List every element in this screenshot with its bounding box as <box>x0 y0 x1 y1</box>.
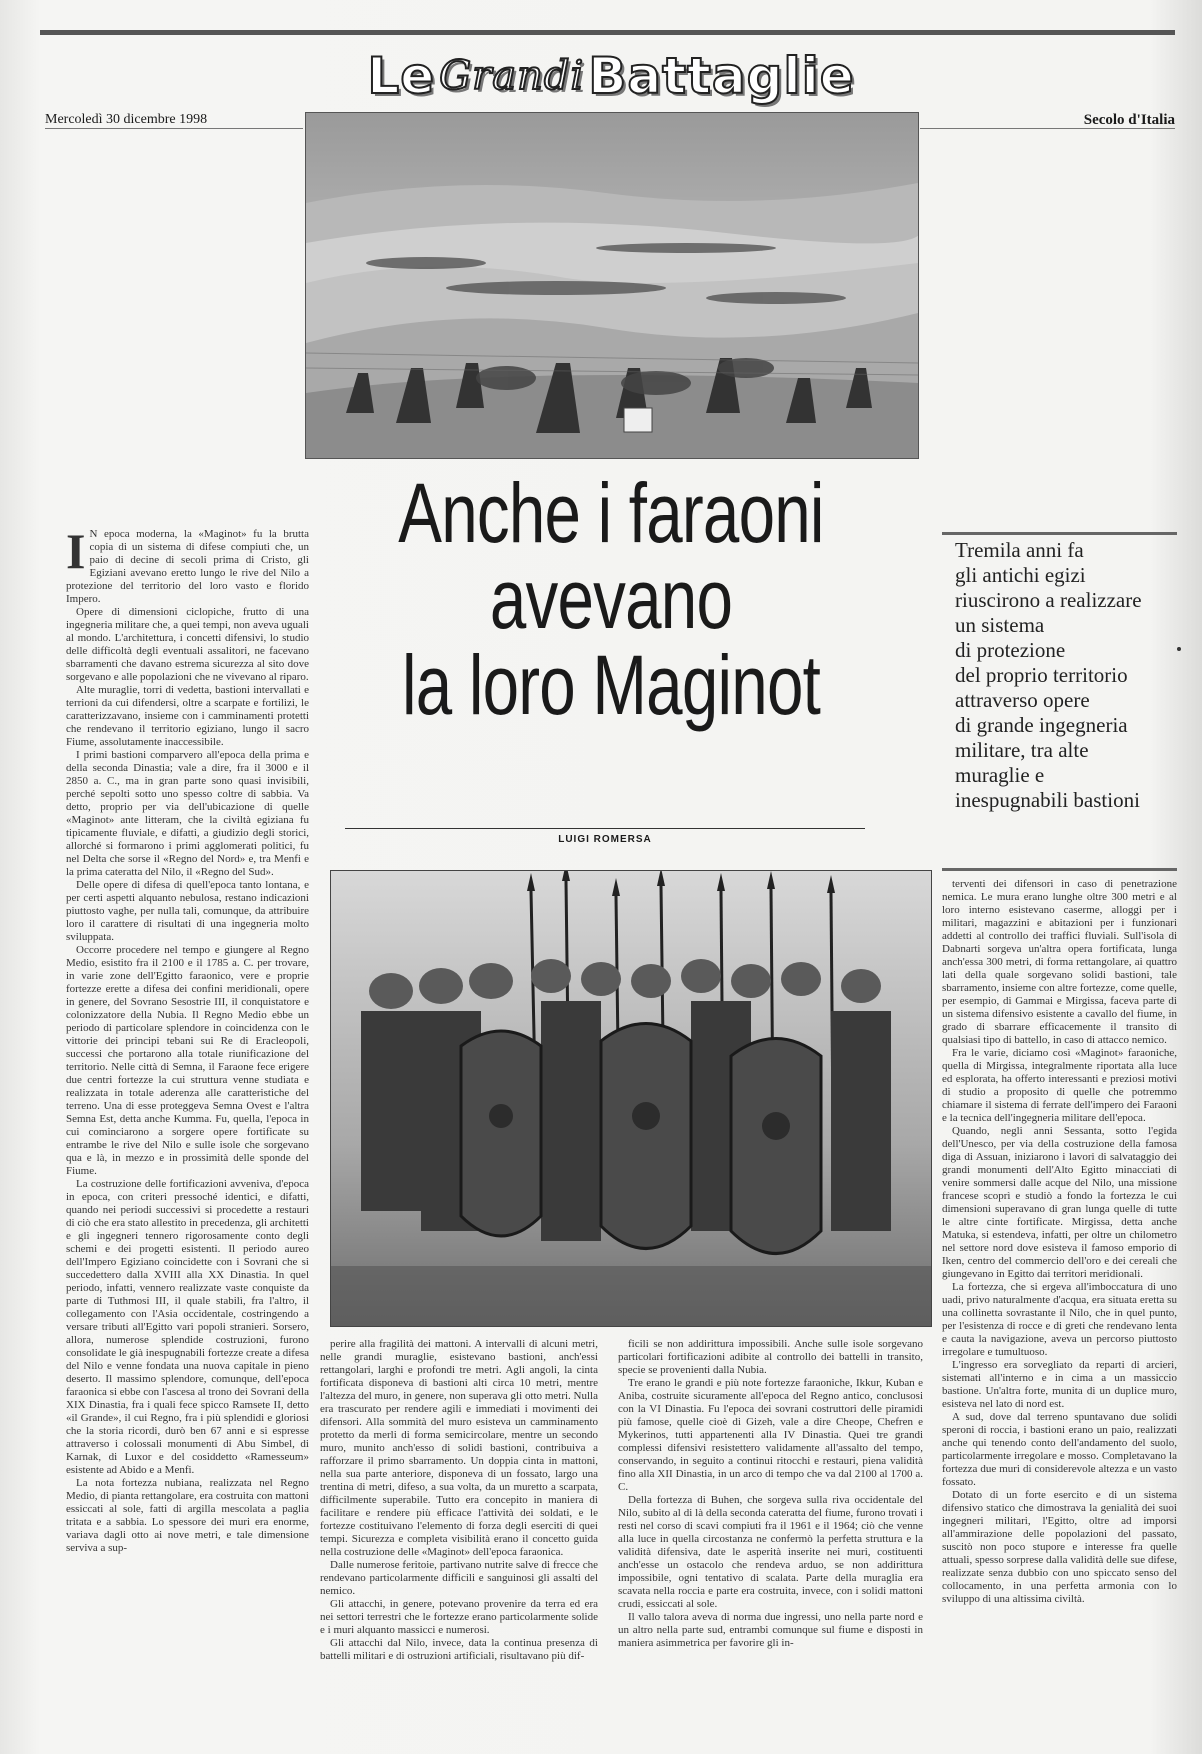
summary-rule-top <box>942 532 1177 535</box>
byline: LUIGI ROMERSA <box>558 834 652 845</box>
article-paragraph: Della fortezza di Buhen, che sorgeva sulla riva occidentale del Nilo, subito al di là della seconda cateratta del fiume, furono trovati i resti nel corso di scavi compiuti fra il 1961 e il 1964; ciò che venne alla luce in quella circostanza ne confermò la perfetta struttura e la validità difensiva, date le asperità inserite nei muri, costituenti anch'esse un ostacolo che rendeva arduo, se non addirittura impossibile, ogni tentativo di scalata. Parte della muraglia era scavata nella roccia e parte era costruita, invece, con i solidi mattoni crudi, essiccati al sole. <box>618 1494 923 1610</box>
summary-line: Tremila anni fa <box>955 538 1084 562</box>
headline-line-1: Anche i faraoni <box>398 466 824 560</box>
article-paragraph: Fra le varie, diciamo così «Maginot» faraoniche, quella di Mirgissa, integralmente riportata alla luce ed esplorata, ha offerto interessanti e preziosi motivi di studio a proposito di quelle che potremmo chiamare il sistema di ferrate dell'impero dei Faraoni e la tecnica dell'ingegneria militare dell'epoca. <box>942 1047 1177 1124</box>
summary-block <box>955 538 1177 813</box>
article-paragraph: Il vallo talora aveva di norma due ingressi, uno nella parte nord e un altro nella parte sud, entrambi comunque sul fiume e disposti in maniera asimmetrica per favorire gli in- <box>618 1611 923 1649</box>
summary-line: del proprio territorio <box>955 663 1128 687</box>
header-rule-right <box>920 128 1175 129</box>
summary-line: un sistema <box>955 613 1045 637</box>
summary-line: militare, tra alte <box>955 738 1089 762</box>
publication-name: Secolo d'Italia <box>1083 112 1175 128</box>
masthead-grandi: Grandi <box>439 53 585 99</box>
egyptian-soldiers-photo <box>330 870 932 1327</box>
article-paragraph: Gli attacchi dal Nilo, invece, data la continua presenza di battelli militari e di ostruzioni artificiali, risultavano più dif- <box>320 1637 598 1662</box>
article-paragraph: ficili se non addirittura impossibili. Anche sulle isole sorgevano particolari fortificazioni adibite al controllo dei battelli in transito, specie se provenienti dalla Nubia. <box>618 1338 923 1376</box>
summary-line: attraverso opere <box>955 688 1090 712</box>
article-paragraph: Quando, negli anni Sessanta, sotto l'egida dell'Unesco, per via della costruzione della famosa diga di Assuan, iniziarono i lavori di salvataggio dei grandi monumenti dell'Alto Egitto minacciati di venire sommersi dalle acque del Nilo, una missione francese scoprì e studiò a fondo la fortezza le cui dimensioni superavano di gran lunga quelle di tutte le altre cinte fortificate. Mirgissa, detta anche Matuka, si estendeva, infatti, per oltre un chilometro nel settore nord dove esisteva il famoso emporio di Iken, centro del commercio dell'oro e dei cereali che giungevano in Egitto dai territori meridionali. <box>942 1125 1177 1280</box>
drop-cap: I <box>66 528 86 579</box>
bullet-dot <box>1177 647 1181 651</box>
article-paragraph: Gli attacchi, in genere, potevano provenire da terra ed era nei settori terrestri che le fortezze erano particolarmente solide e i muri alquanto massicci e numerosi. <box>320 1598 598 1636</box>
summary-line: inespugnabili bastioni <box>955 788 1140 812</box>
article-paragraph: I primi bastioni comparvero all'epoca della prima e della seconda Dinastia; vale a dire, fra il 3000 e il 2850 a. C., ma in gran parte sono quasi invisibili, perché sepolti sotto uno spesso coltre di sabbia. Va detto, proprio per via dell'ubicazione di quelle «Maginot» ante litteram, che la civiltà egiziana fu tipicamente fluviale, e difatti, a giudizio degli storici, allorché si formarono i primi agglomerati politici, fu nel Delta che sorse il «Regno del Nord» e, tra Menfi e la prima cateratta del Nilo, il «Regno del Sud». <box>66 749 309 878</box>
article-paragraph: A sud, dove dal terreno spuntavano due solidi speroni di roccia, i bastioni erano un paio, realizzati anche qui tenendo conto dell'andamento del suolo, particolarmente irregolare e mosso. Completavano la fortezza due muri di considerevole altezza e un vasto fossato. <box>942 1411 1177 1488</box>
article-paragraph: N epoca moderna, la «Maginot» fu la brutta copia di un sistema di difese compiuti che, un paio di decine di secoli prima di Cristo, gli Egiziani avevano eretto lungo le rive del Nilo a protezione del territorio del loro vasto e florido Impero. <box>66 528 309 605</box>
article-paragraph: Delle opere di difesa di quell'epoca tanto lontana, e per certi aspetti alquanto nebulosa, restano indicazioni piuttosto vaghe, per nulla tali, comunque, da attribuire loro il carattere di risultati di una ingegneria molto sviluppata. <box>66 879 309 943</box>
top-rule <box>40 30 1175 35</box>
headline-line-2: avevano <box>489 552 733 646</box>
header-rule-left <box>45 128 303 129</box>
article-paragraph: La costruzione delle fortificazioni avveniva, d'epoca in epoca, con criteri pressoché identici, e difatti, quando nei periodi successivi si procedette a restauri di ciò che era stato allestito in precedenza, gli architetti e gli ingegneri tennero rigorosamente conto degli schemi e dei progetti esistenti. Il periodo aureo dell'Impero Egiziano coincidette con i Sovrani che si succedettero dalla XVIII alla XX Dinastia. In quel periodo, infatti, vennero realizzate vaste conquiste da parte di Tuthmosi III, il quale stabilì, fra l'altro, il collegamento con l'Asia occidentale, costringendo a versare tributi all'Egitto vari popoli stranieri. Sorsero, allora, numerose splendide costruzioni, furono consolidate le già inespugnabili fortezze create a difesa del Nilo e venne fondata una nuova capitale in pieno deserto. Il massimo splendore, comunque, dell'epoca faraonica si ebbe con l'ascesa al trono dei Sovrani della XIX Dinastia, fra i quali fece spicco Ramsete II, detto «il Grande», il cui Regno, fra i più splendidi e gloriosi che la storia ricordi, durò ben 67 anni e si espresse attraverso i colossali monumenti di Abu Simbel, di Karnak, di Luxor e del cosiddetto «Ramesseum» esistente ad Abido e a Menfi. <box>66 1178 309 1476</box>
section-masthead <box>305 42 917 110</box>
masthead-battaglie: Battaglie <box>588 47 855 105</box>
article-column-1 <box>66 528 309 1743</box>
article-column-4 <box>942 878 1177 1743</box>
battle-illustration <box>305 112 919 459</box>
summary-rule-bottom <box>942 868 1177 871</box>
article-paragraph: Opere di dimensioni ciclopiche, frutto di una ingegneria militare che, a quei tempi, non aveva uguali al mondo. L'architettura, i concetti difensivi, lo studio delle difficoltà degli eventuali assalitori, ne facevano sbarramenti che davano estrema sicurezza al sito dove sorgevano e alle popolazioni che ne vivevano al riparo. <box>66 606 309 683</box>
summary-line: muraglie e <box>955 763 1045 787</box>
article-paragraph: perire alla fragilità dei mattoni. A intervalli di alcuni metri, nelle grandi muraglie, esistevano bastioni, anch'essi rettangolari, larghi e profondi tre metri. Agli angoli, la cinta fortificata disponeva di bastioni alti circa 10 metri, mentre l'altezza del muro, in genere, non superava gli otto metri. Nulla era trascurato per rendere agili e immediati i movimenti dei difensori. Alla sommità del muro esisteva un camminamento protetto da merli di forma semicircolare, mentre un secondo muro, munito anch'esso di solidi bastioni, contribuiva a rafforzare il primo sbarramento. Un doppia cinta in mattoni, nella sua parte anteriore, disponeva di un fossato, largo una trentina di metri, difeso, a sua volta, da un muretto a scarpata, difficilmente superabile. Tutto era concepito in maniera di facilitare e rendere più efficace l'attività dei soldati, e le fortezze costituivano l'elemento di forza degli eserciti di quei tempi. Sicurezza e completa visibilità erano il concetto guida nella costruzione delle «Maginot» dell'epoca faraonica. <box>320 1338 598 1558</box>
summary-line: gli antichi egizi <box>955 563 1086 587</box>
article-paragraph: La fortezza, che si ergeva all'imboccatura di uno uadi, privo naturalmente d'acqua, era situata eretta su una collinetta sovrastante il Nilo, che in quel punto, per l'esistenza di rocce e di greti che rendevano lenta e cauta la navigazione, aveva un percorso piuttosto irregolare e tumultuoso. <box>942 1281 1177 1358</box>
headline <box>372 466 849 732</box>
issue-date: Mercoledì 30 dicembre 1998 <box>45 112 208 127</box>
summary-line: di grande ingegneria <box>955 713 1128 737</box>
article-paragraph: La nota fortezza nubiana, realizzata nel Regno Medio, di pianta rettangolare, era costruita con mattoni essiccati al sole, fatti di argilla mescolata a paglia tritata e a sabbia. Lo spessore dei muri era enorme, variava dagli otto ai nove metri, e tale dimensione serviva a sup- <box>66 1477 309 1554</box>
article-column-3 <box>618 1338 923 1743</box>
summary-line: di protezione <box>955 638 1066 662</box>
headline-line-3: la loro Maginot <box>401 638 821 732</box>
article-paragraph: Dotato di un forte esercito e di un sistema difensivo statico che dimostrava la genialità dei suoi ingegneri militari, l'Egitto, oltre ad imporsi all'ammirazione delle popolazioni del passato, suscitò non poco stupore e interesse fra quelle attuali, spesso sorprese dalla validità delle sue difese, realizzate senza dubbio con uno spiccato senso del collocamento, in una perfetta armonia con lo sviluppo di una altissima civiltà. <box>942 1489 1177 1605</box>
article-paragraph: Dalle numerose feritoie, partivano nutrite salve di frecce che rendevano particolarmente difficili e sanguinosi gli assalti del nemico. <box>320 1559 598 1597</box>
article-column-2 <box>320 1338 598 1743</box>
byline-rule <box>345 828 865 829</box>
article-paragraph: terventi dei difensori in caso di penetrazione nemica. Le mura erano lunghe oltre 300 metri e al loro interno esistevano caserme, alloggi per i militari, magazzini e abitazioni per i funzionari addetti al controllo dei traffici fluviali. Sull'isola di Dabnarti sorgeva un'altra opera fortificata, lunga anch'essa 300 metri, di forma rettangolare, ai quattro lati della quale sorgevano solidi bastioni, tale sbarramento, insieme con altre fortezze, come quelle, per esempio, di Gammai e Mirgissa, faceva parte di un sistema difensivo esistente a cavallo del fiume, in grado di sbarrare efficacemente il transito di qualsiasi tipo di battello, in caso di attacco nemico. <box>942 878 1177 1046</box>
article-paragraph: Alte muraglie, torri di vedetta, bastioni intervallati e terrioni da cui difendersi, oltre a scarpate e fortilizi, le caratterizzavano, insieme con i camminamenti protetti che rendevano il territorio egiziano, lungo il sacro Fiume, assolutamente inaccessibile. <box>66 684 309 748</box>
article-paragraph: Occorre procedere nel tempo e giungere al Regno Medio, esistito fra il 2100 e il 1785 a. C. per trovare, in varie zone dell'Egitto faraonico, vere e proprie fortezze erette a difesa dei confini meridionali, opere in genere, del Sovrano Sesostrie III, il conquistatore e colonizzatore della Nubia. Il Regno Medio ebbe un periodo di particolare splendore in coincidenza con le vittorie dei principi tebani sui Re di Eracleopoli, successi che portarono alla totale riunificazione del territorio. Nelle città di Semna, il Faraone fece erigere due centri fortezze la cui struttura venne studiata e realizzata in totale aderenza alle caratteristiche del terreno. Una di esse proteggeva Semna Ovest e l'altra Semna Est, detta anche Kumma. Fu, quella, l'epoca in cui cominciarono a sorgere opere fortificate su entrambe le rive del Nilo e sulle isole che sorgevano qua e là, in mezzo e in prossimità delle sponde del Fiume. <box>66 944 309 1177</box>
article-paragraph: L'ingresso era sorvegliato da reparti di arcieri, sistemati all'interno e in cima a un massiccio bastione. Un'altra forte, munita di un duplice muro, esisteva nel lato di nord est. <box>942 1359 1177 1410</box>
masthead-le: Le <box>367 47 436 105</box>
article-paragraph: Tre erano le grandi e più note fortezze faraoniche, Ikkur, Kuban e Aniba, costruite sicuramente all'epoca del Regno antico, conclusosi con la VI Dinastia. Fu l'epoca dei sovrani costruttori delle piramidi più famose, quelle cioè di Gizeh, vale a dire Cheope, Chefren e Mykerinos, tutti appartenenti alla IV Dinastia. Quei tre grandi complessi difensivi resistettero validamente all'assalto del tempo, conservando, in seguito a continui ritocchi e restauri, piena validità fino alla XII Dinastia, in un arco di tempo che va dal 2100 al 1700 a. C. <box>618 1377 923 1493</box>
summary-line: riuscirono a realizzare <box>955 588 1142 612</box>
